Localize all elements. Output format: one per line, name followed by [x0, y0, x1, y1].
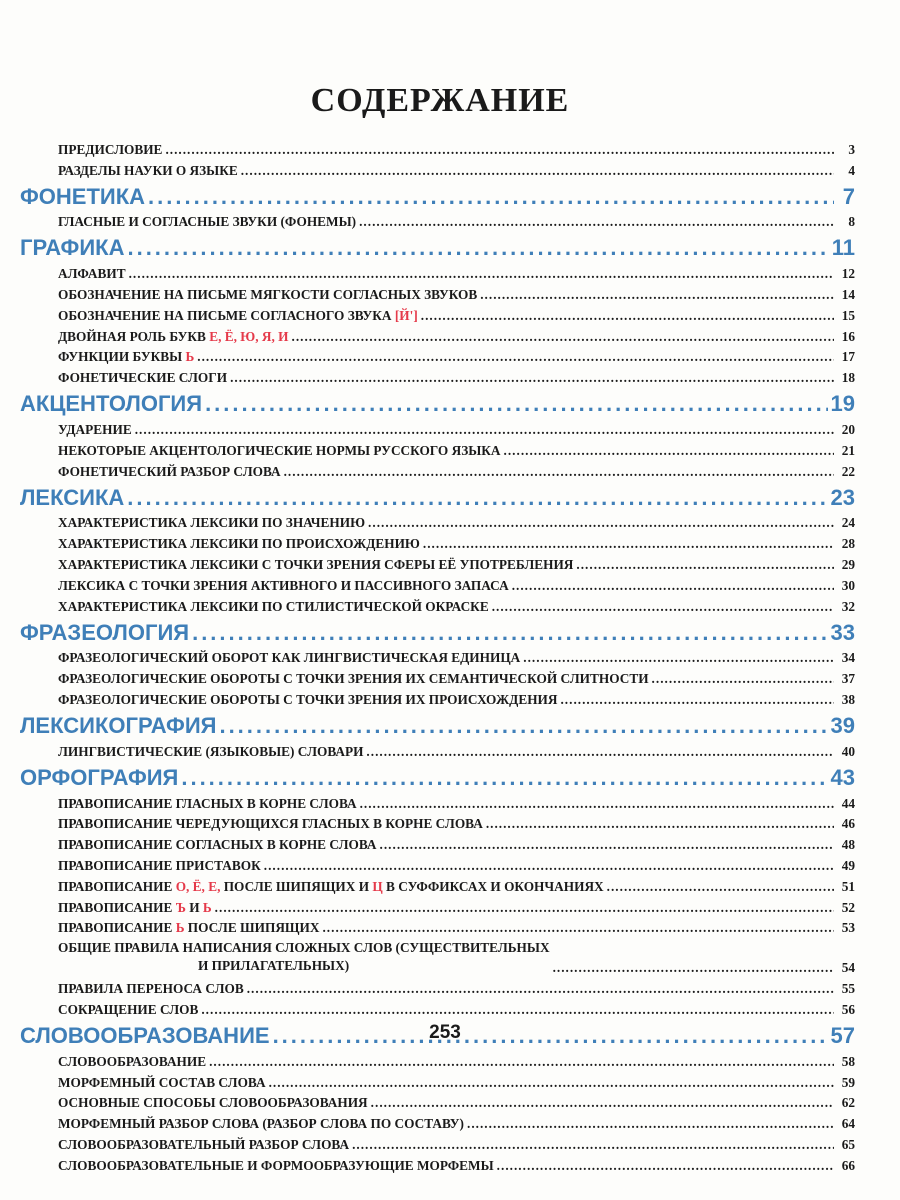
toc-entry-title: ГЛАСНЫЕ И СОГЛАСНЫЕ ЗВУКИ (ФОНЕМЫ): [58, 214, 357, 230]
toc-section-title: ЛЕКСИКА: [20, 484, 125, 510]
toc-section-lexicography[interactable]: [20, 707, 855, 738]
leader-dots: [497, 1158, 834, 1173]
toc-entry-title: СЛОВООБРАЗОВАТЕЛЬНЫЕ И ФОРМООБРАЗУЮЩИЕ МОРФЕМЫ: [58, 1157, 494, 1173]
toc-entry-title: СОКРАЩЕНИЕ СЛОВ: [58, 1001, 199, 1017]
toc-entry-title: [58, 329, 289, 344]
toc-page-number: 53: [841, 920, 855, 936]
leader-dots: [219, 713, 827, 738]
highlight-letters: Ь: [175, 920, 185, 936]
toc-entry-text: ФУНКЦИИ БУКВЫ: [58, 349, 186, 365]
leader-dots: [129, 266, 834, 281]
leader-dots: [366, 744, 834, 759]
toc-entry[interactable]: [20, 894, 855, 915]
leader-dots: [380, 837, 834, 852]
toc-entry[interactable]: [20, 458, 855, 479]
toc-entry-title: [58, 920, 319, 935]
toc-page-number: 44: [841, 795, 855, 811]
leader-dots: [368, 515, 834, 530]
toc-entry[interactable]: [20, 1069, 855, 1090]
toc-entry[interactable]: [20, 302, 855, 323]
toc-page-number: 29: [841, 556, 855, 572]
toc-entry-title: ЛИНГВИСТИЧЕСКИЕ (ЯЗЫКОВЫЕ) СЛОВАРИ: [58, 743, 364, 759]
toc-entry-title: ФРАЗЕОЛОГИЧЕСКИЕ ОБОРОТЫ С ТОЧКИ ЗРЕНИЯ ИХ СЕМАНТИЧЕСКОЙ СЛИТНОСТИ: [58, 671, 649, 687]
toc-entry[interactable]: [20, 686, 855, 707]
leader-dots: [486, 816, 834, 831]
leader-dots: [205, 391, 827, 416]
leader-dots: [230, 370, 834, 385]
toc-entry[interactable]: [20, 510, 855, 531]
leader-dots: [192, 620, 827, 645]
toc-page-number: 12: [841, 266, 855, 282]
leader-dots: [165, 142, 834, 157]
toc-entry-text: ДВОЙНАЯ РОЛЬ БУКВ: [58, 328, 210, 344]
toc-page-number: 40: [841, 743, 855, 759]
leader-dots: [269, 1075, 834, 1090]
toc-page-number: 7: [842, 183, 855, 209]
leader-dots: [247, 981, 834, 996]
leader-dots: [553, 960, 834, 975]
toc-entry-title: СЛОВООБРАЗОВАТЕЛЬНЫЙ РАЗБОР СЛОВА: [58, 1136, 350, 1152]
toc-entry-title: ФРАЗЕОЛОГИЧЕСКИЙ ОБОРОТ КАК ЛИНГВИСТИЧЕСКАЯ ЕДИНИЦА: [58, 650, 521, 666]
toc-entry-title: НЕКОТОРЫЕ АКЦЕНТОЛОГИЧЕСКИЕ НОРМЫ РУССКОГО ЯЗЫКА: [58, 442, 501, 458]
leader-dots: [197, 349, 834, 364]
toc-page-number: 38: [841, 691, 855, 707]
toc-entry[interactable]: [20, 281, 855, 302]
toc-entry-text: В СУФФИКСАХ И ОКОНЧАНИЯХ: [382, 878, 604, 894]
toc-section-phonetics[interactable]: [20, 178, 855, 209]
toc-entry-text: ОБОЗНАЧЕНИЕ НА ПИСЬМЕ СОГЛАСНОГО ЗВУКА: [58, 307, 395, 323]
toc-entry[interactable]: [20, 416, 855, 437]
leader-dots: [264, 858, 834, 873]
toc-page-number: 37: [841, 671, 855, 687]
toc-entry[interactable]: [20, 530, 855, 551]
toc-entry-title: ХАРАКТЕРИСТИКА ЛЕКСИКИ С ТОЧКИ ЗРЕНИЯ СФЕРЫ ЕЁ УПОТРЕБЛЕНИЯ: [58, 556, 574, 572]
toc-entry[interactable]: [20, 996, 855, 1017]
leader-dots: [607, 879, 834, 894]
toc-section-graphics[interactable]: [20, 229, 855, 260]
toc-entry[interactable]: [20, 323, 855, 344]
toc-section-orthography[interactable]: [20, 759, 855, 790]
leader-dots: [523, 650, 834, 665]
toc-page-number: 28: [841, 536, 855, 552]
toc-entry[interactable]: [20, 1090, 855, 1111]
toc-page-number: 58: [841, 1053, 855, 1069]
toc-section-title: СЛОВООБРАЗОВАНИЕ: [20, 1022, 270, 1048]
toc-entry-title: ПРАВОПИСАНИЕ ЧЕРЕДУЮЩИХСЯ ГЛАСНЫХ В КОРНЕ СЛОВА: [58, 816, 483, 832]
toc-page-number: 32: [841, 598, 855, 614]
toc-section-title: ЛЕКСИКОГРАФИЯ: [20, 712, 217, 738]
leader-dots: [127, 235, 828, 260]
leader-dots: [292, 329, 835, 344]
toc-entry[interactable]: [20, 873, 855, 894]
toc-entry[interactable]: [20, 157, 855, 178]
toc-entry[interactable]: [20, 1152, 855, 1173]
toc-page-number: 39: [830, 712, 855, 738]
leader-dots: [359, 214, 834, 229]
leader-dots: [423, 536, 834, 551]
toc-entry-title: ОСНОВНЫЕ СПОСОБЫ СЛОВООБРАЗОВАНИЯ: [58, 1095, 368, 1111]
toc-entry[interactable]: [20, 790, 855, 811]
leader-dots: [492, 599, 834, 614]
toc-entry-title: ХАРАКТЕРИСТИКА ЛЕКСИКИ ПО ЗНАЧЕНИЮ: [58, 515, 366, 531]
leader-dots: [560, 692, 834, 707]
toc-page-number: 34: [841, 650, 855, 666]
toc-entry-title: СЛОВООБРАЗОВАНИЕ: [58, 1053, 207, 1069]
toc-entry-title: ФРАЗЕОЛОГИЧЕСКИЕ ОБОРОТЫ С ТОЧКИ ЗРЕНИЯ ИХ ПРОИСХОЖДЕНИЯ: [58, 691, 558, 707]
toc-entry[interactable]: [20, 364, 855, 385]
toc-entry-title: ХАРАКТЕРИСТИКА ЛЕКСИКИ ПО СТИЛИСТИЧЕСКОЙ ОКРАСКЕ: [58, 598, 489, 614]
toc-entry[interactable]: [20, 738, 855, 759]
toc-page-number: 57: [830, 1022, 855, 1048]
leader-dots: [148, 184, 834, 209]
toc-entry-text: ПРАВОПИСАНИЕ: [58, 878, 176, 894]
toc-entry[interactable]: [20, 665, 855, 686]
toc-entry-title: [58, 349, 194, 364]
toc-entry-title: [58, 939, 550, 975]
toc-page-number: 16: [841, 328, 855, 344]
toc-page-number: 56: [841, 1001, 855, 1017]
toc-page-number: 4: [848, 162, 855, 178]
toc-section-title: АКЦЕНТОЛОГИЯ: [20, 391, 203, 417]
toc-page-number: 22: [841, 463, 855, 479]
toc-entry-title: МОРФЕМНЫЙ РАЗБОР СЛОВА (РАЗБОР СЛОВА ПО СОСТАВУ): [58, 1116, 464, 1132]
leader-dots: [215, 900, 834, 915]
page-number: 253: [429, 1022, 461, 1043]
leader-dots: [360, 796, 834, 811]
toc-entry-title: ПРЕДИСЛОВИЕ: [58, 141, 163, 157]
toc-page-number: 64: [841, 1116, 855, 1132]
toc-entry[interactable]: [20, 551, 855, 572]
toc-entry-title: АЛФАВИТ: [58, 266, 126, 282]
toc-page-number: 55: [841, 981, 855, 997]
toc-entry[interactable]: [20, 593, 855, 614]
leader-dots: [480, 287, 834, 302]
toc-entry[interactable]: [20, 1110, 855, 1131]
toc-section-phraseology[interactable]: [20, 614, 855, 645]
toc-entry-text-line2: И ПРИЛАГАТЕЛЬНЫХ): [198, 958, 350, 974]
toc-section-accentology[interactable]: [20, 385, 855, 416]
toc-section-title: ФРАЗЕОЛОГИЯ: [20, 619, 190, 645]
toc-page-number: 14: [841, 286, 855, 302]
leader-dots: [371, 1095, 834, 1110]
toc-entry[interactable]: [20, 572, 855, 593]
toc-section-lexicon[interactable]: [20, 479, 855, 510]
toc-page-number: 65: [841, 1136, 855, 1152]
toc-entry[interactable]: [20, 1131, 855, 1152]
leader-dots: [467, 1116, 834, 1131]
toc-section-title: ОРФОГРАФИЯ: [20, 764, 179, 790]
toc-page-number: 15: [841, 307, 855, 323]
toc-entry-title: РАЗДЕЛЫ НАУКИ О ЯЗЫКЕ: [58, 162, 238, 178]
toc-entry-title: [58, 900, 212, 915]
toc-entry[interactable]: [20, 437, 855, 458]
toc-entry[interactable]: [20, 852, 855, 873]
toc-page-number: 52: [841, 899, 855, 915]
toc-entry-text: ПРАВОПИСАНИЕ: [58, 899, 176, 915]
toc-entry[interactable]: [20, 260, 855, 281]
highlight-letters: Ъ: [175, 899, 186, 915]
toc-section-title: ФОНЕТИКА: [20, 183, 146, 209]
toc-entry[interactable]: [20, 811, 855, 832]
toc-entry-text: ПОСЛЕ ШИПЯЩИХ И: [220, 878, 373, 894]
toc-page-number: 18: [841, 370, 855, 386]
leader-dots: [135, 422, 834, 437]
toc-page-number: 11: [831, 235, 855, 261]
leader-dots: [209, 1054, 834, 1069]
toc-page-number: 48: [841, 837, 855, 853]
toc-entry-title: ЛЕКСИКА С ТОЧКИ ЗРЕНИЯ АКТИВНОГО И ПАССИВНОГО ЗАПАСА: [58, 577, 509, 593]
page-title: СОДЕРЖАНИЕ: [310, 82, 570, 119]
leader-dots: [322, 920, 834, 935]
table-of-contents: [20, 136, 855, 1173]
toc-entry[interactable]: [20, 344, 855, 365]
toc-entry[interactable]: [20, 645, 855, 666]
toc-entry[interactable]: [20, 1048, 855, 1069]
toc-entry-title: МОРФЕМНЫЙ СОСТАВ СЛОВА: [58, 1074, 266, 1090]
toc-entry-title: ХАРАКТЕРИСТИКА ЛЕКСИКИ ПО ПРОИСХОЖДЕНИЮ: [58, 536, 420, 552]
toc-entry[interactable]: [20, 831, 855, 852]
toc-entry-text: ПОСЛЕ ШИПЯЩИХ: [184, 920, 320, 936]
leader-dots: [504, 443, 834, 458]
toc-page-number: 30: [841, 577, 855, 593]
leader-dots: [241, 163, 834, 178]
toc-page-number: 46: [841, 816, 855, 832]
leader-dots: [284, 464, 834, 479]
toc-page-number: 66: [841, 1157, 855, 1173]
toc-page-number: 62: [841, 1095, 855, 1111]
toc-section-title: ГРАФИКА: [20, 235, 125, 261]
toc-entry-text: ПРАВОПИСАНИЕ: [58, 920, 176, 936]
leader-dots: [512, 578, 834, 593]
toc-entry-title: ОБОЗНАЧЕНИЕ НА ПИСЬМЕ МЯГКОСТИ СОГЛАСНЫХ ЗВУКОВ: [58, 286, 478, 302]
toc-entry-title: УДАРЕНИЕ: [58, 421, 132, 437]
toc-page-number: 49: [841, 857, 855, 873]
toc-entry-title: ФОНЕТИЧЕСКИЕ СЛОГИ: [58, 370, 228, 386]
toc-entry[interactable]: [20, 915, 855, 936]
leader-dots: [181, 765, 827, 790]
toc-entry-title: [58, 308, 418, 323]
highlight-letters: [Й']: [394, 307, 418, 323]
toc-entry-text: И: [185, 899, 203, 915]
toc-page-number: 33: [830, 619, 855, 645]
toc-page-number: 24: [841, 515, 855, 531]
highlight-letters: Ь: [202, 899, 212, 915]
highlight-letters: Ц: [372, 878, 383, 894]
toc-page-number: 54: [841, 960, 855, 976]
toc-entry-preface[interactable]: [20, 136, 855, 157]
toc-page-number: 43: [830, 764, 855, 790]
toc-entry[interactable]: [20, 935, 855, 975]
toc-page-number: 59: [841, 1074, 855, 1090]
toc-entry-title: ПРАВОПИСАНИЕ ГЛАСНЫХ В КОРНЕ СЛОВА: [58, 795, 357, 811]
highlight-letters: О, Ё, Е,: [175, 878, 221, 894]
leader-dots: [576, 557, 834, 572]
highlight-letters: Е, Ё, Ю, Я, И: [209, 328, 289, 344]
toc-entry-title: ФОНЕТИЧЕСКИЙ РАЗБОР СЛОВА: [58, 463, 281, 479]
leader-dots: [201, 1002, 834, 1017]
toc-page-number: 51: [841, 878, 855, 894]
highlight-letters: Ь: [185, 349, 195, 365]
toc-page-number: 19: [830, 391, 855, 417]
toc-page-number: 20: [841, 421, 855, 437]
toc-page-number: 21: [841, 442, 855, 458]
toc-entry[interactable]: [20, 975, 855, 996]
toc-page-number: 3: [848, 141, 855, 157]
toc-entry-title: ПРАВИЛА ПЕРЕНОСА СЛОВ: [58, 981, 244, 997]
toc-page-number: 8: [848, 214, 855, 230]
leader-dots: [421, 308, 834, 323]
toc-page-number: 23: [830, 484, 855, 510]
toc-page-number: 17: [841, 349, 855, 365]
toc-entry-text: ОБЩИЕ ПРАВИЛА НАПИСАНИЯ СЛОЖНЫХ СЛОВ (СУЩЕСТВИТЕЛЬНЫХ: [58, 940, 550, 956]
toc-entry[interactable]: [20, 209, 855, 230]
leader-dots: [352, 1137, 834, 1152]
leader-dots: [127, 485, 827, 510]
toc-entry-title: ПРАВОПИСАНИЕ ПРИСТАВОК: [58, 857, 261, 873]
toc-entry-title: [58, 879, 604, 894]
leader-dots: [652, 671, 834, 686]
toc-entry-title: ПРАВОПИСАНИЕ СОГЛАСНЫХ В КОРНЕ СЛОВА: [58, 837, 377, 853]
